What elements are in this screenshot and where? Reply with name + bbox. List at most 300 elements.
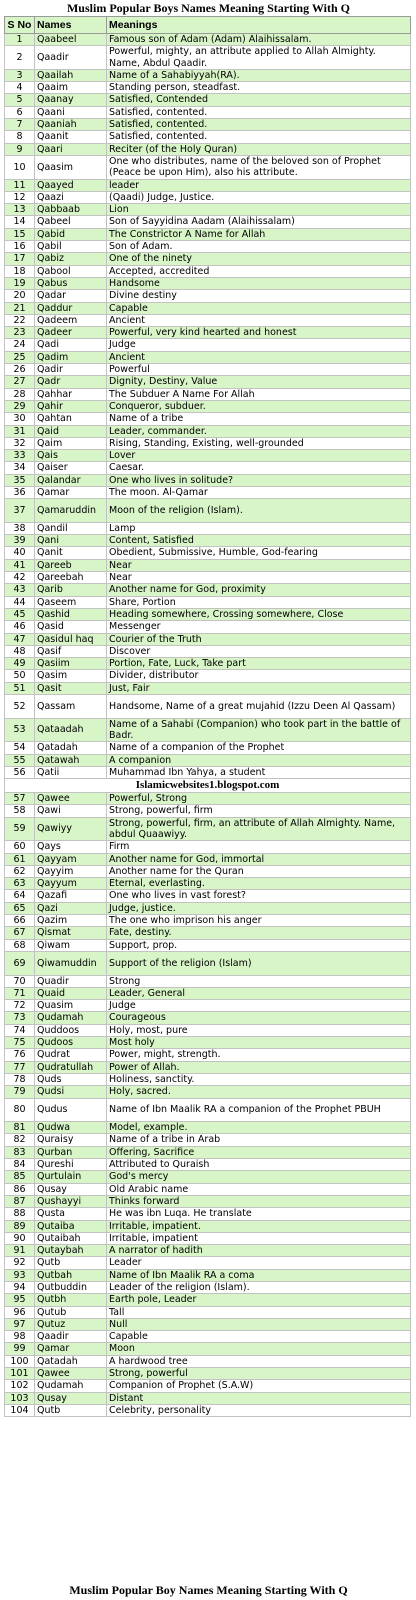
table-row: [5, 155, 411, 179]
column-header-names: Names: [35, 17, 107, 34]
row-number: 21: [5, 302, 35, 314]
row-meaning: Eternal, everlasting.: [107, 878, 411, 890]
row-number: 104: [5, 1404, 35, 1416]
row-name: Qureshi: [35, 1159, 107, 1171]
row-number: 24: [5, 339, 35, 351]
row-number: 55: [5, 754, 35, 766]
row-meaning: The moon. Al-Qamar: [107, 486, 411, 498]
row-name: Qabool: [35, 265, 107, 277]
row-number: 62: [5, 865, 35, 877]
table-row: [5, 290, 411, 302]
row-number: 72: [5, 1000, 35, 1012]
row-meaning: leader: [107, 179, 411, 191]
row-number: 14: [5, 216, 35, 228]
row-name: Qabid: [35, 228, 107, 240]
table-row: [5, 69, 411, 81]
row-meaning: Handsome: [107, 277, 411, 289]
table-row: [5, 1024, 411, 1036]
table-row: [5, 584, 411, 596]
row-meaning: Earth pole, Leader: [107, 1294, 411, 1306]
row-name: Qareeb: [35, 559, 107, 571]
row-meaning: Power, might, strength.: [107, 1049, 411, 1061]
table-row: [5, 621, 411, 633]
row-name: Qadeem: [35, 314, 107, 326]
row-name: Qaanay: [35, 94, 107, 106]
row-meaning: Name of a Sahabiyyah(RA).: [107, 69, 411, 81]
row-meaning: Celebrity, personality: [107, 1404, 411, 1416]
row-name: Qudwa: [35, 1122, 107, 1134]
row-name: Qani: [35, 535, 107, 547]
row-number: 31: [5, 425, 35, 437]
table-row: [5, 1134, 411, 1146]
row-meaning: Satisfied, contented.: [107, 131, 411, 143]
row-meaning: Caesar.: [107, 462, 411, 474]
table-row: [5, 596, 411, 608]
row-name: Qatii: [35, 766, 107, 778]
table-row: [5, 131, 411, 143]
row-meaning: The Constrictor A Name for Allah: [107, 228, 411, 240]
row-meaning: Son of Sayyidina Aadam (Alaihissalam): [107, 216, 411, 228]
table-row: [5, 1086, 411, 1098]
table-row: [5, 766, 411, 778]
row-meaning: (Qaadi) Judge, Justice.: [107, 191, 411, 203]
row-name: Qurban: [35, 1146, 107, 1158]
row-name: Qutb: [35, 1404, 107, 1416]
row-number: 51: [5, 682, 35, 694]
row-meaning: Null: [107, 1318, 411, 1330]
table-row: [5, 1049, 411, 1061]
row-meaning: Near: [107, 572, 411, 584]
row-name: Qawi: [35, 805, 107, 817]
row-number: 46: [5, 621, 35, 633]
table-row: [5, 204, 411, 216]
row-meaning: A narrator of hadith: [107, 1245, 411, 1257]
row-number: 71: [5, 987, 35, 999]
row-number: 69: [5, 951, 35, 975]
row-number: 47: [5, 633, 35, 645]
row-name: Qudamah: [35, 1012, 107, 1024]
table-row: [5, 1220, 411, 1232]
table-header-row: [5, 17, 411, 34]
row-number: 11: [5, 179, 35, 191]
table-row: [5, 878, 411, 890]
table-row: [5, 1195, 411, 1207]
row-meaning: Holy, sacred.: [107, 1086, 411, 1098]
row-number: 30: [5, 413, 35, 425]
row-number: 95: [5, 1294, 35, 1306]
row-number: 28: [5, 388, 35, 400]
row-meaning: Moon of the religion (Islam).: [107, 499, 411, 523]
row-name: Qadir: [35, 364, 107, 376]
row-meaning: Companion of Prophet (S.A.W): [107, 1380, 411, 1392]
row-number: 65: [5, 902, 35, 914]
table-row: [5, 1073, 411, 1085]
table-row: [5, 486, 411, 498]
table-row: [5, 535, 411, 547]
row-number: 9: [5, 143, 35, 155]
row-number: 99: [5, 1343, 35, 1355]
row-name: Qaanit: [35, 131, 107, 143]
row-number: 92: [5, 1257, 35, 1269]
row-number: 85: [5, 1171, 35, 1183]
row-name: Qaailah: [35, 69, 107, 81]
row-name: Qahhar: [35, 388, 107, 400]
table-row: [5, 302, 411, 314]
row-name: Qutub: [35, 1306, 107, 1318]
row-meaning: A companion: [107, 754, 411, 766]
row-meaning: Holiness, sanctity.: [107, 1073, 411, 1085]
row-name: Qawee: [35, 1368, 107, 1380]
row-meaning: One who lives in vast forest?: [107, 890, 411, 902]
row-meaning: Powerful: [107, 364, 411, 376]
row-meaning: Leader, commander.: [107, 425, 411, 437]
table-row: [5, 975, 411, 987]
row-name: Qutaybah: [35, 1245, 107, 1257]
row-meaning: Judge, justice.: [107, 902, 411, 914]
row-name: Qadr: [35, 376, 107, 388]
table-row: [5, 1146, 411, 1158]
table-row: [5, 179, 411, 191]
row-number: 81: [5, 1122, 35, 1134]
row-meaning: Name of a tribe in Arab: [107, 1134, 411, 1146]
table-row: [5, 376, 411, 388]
row-meaning: Leader: [107, 1257, 411, 1269]
table-row: [5, 265, 411, 277]
row-number: 20: [5, 290, 35, 302]
table-row: [5, 400, 411, 412]
table-row: [5, 793, 411, 805]
table-row: [5, 987, 411, 999]
column-header-meanings: Meanings: [107, 17, 411, 34]
row-name: Qazim: [35, 915, 107, 927]
row-number: 35: [5, 474, 35, 486]
table-row: [5, 1269, 411, 1281]
row-meaning: Judge: [107, 339, 411, 351]
row-meaning: Leader of the religion (Islam).: [107, 1281, 411, 1293]
row-meaning: Model, example.: [107, 1122, 411, 1134]
row-meaning: Discover: [107, 645, 411, 657]
table-row: [5, 314, 411, 326]
table-row: [5, 474, 411, 486]
row-number: 67: [5, 927, 35, 939]
table-row: [5, 277, 411, 289]
row-number: 53: [5, 718, 35, 742]
row-meaning: One of the ninety: [107, 253, 411, 265]
row-meaning: Divine destiny: [107, 290, 411, 302]
row-meaning: Lamp: [107, 522, 411, 534]
row-number: 75: [5, 1037, 35, 1049]
table-row: [5, 608, 411, 620]
row-meaning: Moon: [107, 1343, 411, 1355]
row-name: Qaadir: [35, 1331, 107, 1343]
row-name: Qusay: [35, 1183, 107, 1195]
table-row: [5, 216, 411, 228]
row-meaning: Son of Adam.: [107, 241, 411, 253]
row-name: Qaani: [35, 106, 107, 118]
table-row: [5, 462, 411, 474]
row-name: Qawee: [35, 793, 107, 805]
table-row: [5, 106, 411, 118]
row-name: Qarib: [35, 584, 107, 596]
row-name: Qashid: [35, 608, 107, 620]
row-meaning: Another name for God, immortal: [107, 853, 411, 865]
table-row: [5, 670, 411, 682]
row-name: Qutbuddin: [35, 1281, 107, 1293]
table-row: [5, 1343, 411, 1355]
row-meaning: Irritable, impatient.: [107, 1220, 411, 1232]
row-number: 13: [5, 204, 35, 216]
row-name: Qutuz: [35, 1318, 107, 1330]
table-row: [5, 364, 411, 376]
row-meaning: One who distributes, name of the beloved son of Prophet (Peace be upon Him), also his attribute.: [107, 155, 411, 179]
watermark-row: [5, 779, 411, 793]
row-meaning: Satisfied, contented.: [107, 106, 411, 118]
row-meaning: Lover: [107, 450, 411, 462]
row-number: 23: [5, 327, 35, 339]
row-meaning: Judge: [107, 1000, 411, 1012]
row-name: Qatadah: [35, 742, 107, 754]
row-name: Qudamah: [35, 1380, 107, 1392]
table-row: [5, 499, 411, 523]
row-number: 59: [5, 817, 35, 841]
row-name: Qadeer: [35, 327, 107, 339]
table-row: [5, 191, 411, 203]
row-number: 74: [5, 1024, 35, 1036]
row-name: Qiwam: [35, 939, 107, 951]
table-row: [5, 1294, 411, 1306]
table-row: [5, 1037, 411, 1049]
row-meaning: Strong, powerful, firm: [107, 805, 411, 817]
table-row: [5, 351, 411, 363]
row-number: 60: [5, 841, 35, 853]
row-number: 50: [5, 670, 35, 682]
row-meaning: The one who imprison his anger: [107, 915, 411, 927]
row-name: Qudus: [35, 1098, 107, 1122]
table-row: [5, 1318, 411, 1330]
row-number: 76: [5, 1049, 35, 1061]
row-meaning: Lion: [107, 204, 411, 216]
row-number: 97: [5, 1318, 35, 1330]
row-number: 39: [5, 535, 35, 547]
row-meaning: Strong, powerful, firm, an attribute of Allah Almighty. Name, abdul Quaawiyy.: [107, 817, 411, 841]
column-header-sno: S No: [5, 17, 35, 34]
row-number: 88: [5, 1208, 35, 1220]
row-number: 66: [5, 915, 35, 927]
row-meaning: Holy, most, pure: [107, 1024, 411, 1036]
row-number: 16: [5, 241, 35, 253]
row-number: 79: [5, 1086, 35, 1098]
row-number: 90: [5, 1232, 35, 1244]
table-row: [5, 388, 411, 400]
table-row: [5, 841, 411, 853]
row-meaning: Conqueror, subduer.: [107, 400, 411, 412]
row-name: Qismat: [35, 927, 107, 939]
row-meaning: Handsome, Name of a great mujahid (Izzu Deen Al Qassam): [107, 695, 411, 719]
row-meaning: Support of the religion (Islam): [107, 951, 411, 975]
row-number: 86: [5, 1183, 35, 1195]
table-row: [5, 119, 411, 131]
row-number: 5: [5, 94, 35, 106]
row-number: 8: [5, 131, 35, 143]
row-meaning: Strong, powerful: [107, 1368, 411, 1380]
row-number: 32: [5, 437, 35, 449]
row-name: Qiwamuddin: [35, 951, 107, 975]
table-row: [5, 1098, 411, 1122]
row-number: 1: [5, 34, 35, 46]
table-row: [5, 547, 411, 559]
table-row: [5, 1306, 411, 1318]
row-name: Qasidul haq: [35, 633, 107, 645]
row-meaning: Share, Portion: [107, 596, 411, 608]
row-number: 34: [5, 462, 35, 474]
table-row: [5, 805, 411, 817]
row-name: Qutbh: [35, 1294, 107, 1306]
row-number: 73: [5, 1012, 35, 1024]
row-name: Qayyim: [35, 865, 107, 877]
row-number: 4: [5, 82, 35, 94]
row-name: Qazafi: [35, 890, 107, 902]
row-name: Qaadir: [35, 46, 107, 70]
table-row: [5, 34, 411, 46]
row-meaning: Name of Ibn Maalik RA a coma: [107, 1269, 411, 1281]
table-row: [5, 413, 411, 425]
row-number: 94: [5, 1281, 35, 1293]
row-number: 93: [5, 1269, 35, 1281]
table-row: [5, 890, 411, 902]
table-row: [5, 1012, 411, 1024]
row-number: 25: [5, 351, 35, 363]
row-meaning: Name of a companion of the Prophet: [107, 742, 411, 754]
table-row: [5, 927, 411, 939]
row-meaning: Ancient: [107, 314, 411, 326]
table-row: [5, 1171, 411, 1183]
table-body: [5, 34, 411, 1417]
row-number: 48: [5, 645, 35, 657]
row-name: Qusay: [35, 1392, 107, 1404]
row-meaning: Support, prop.: [107, 939, 411, 951]
row-name: Qasiim: [35, 658, 107, 670]
row-number: 41: [5, 559, 35, 571]
row-name: Qaaniah: [35, 119, 107, 131]
row-meaning: Fate, destiny.: [107, 927, 411, 939]
table-row: [5, 939, 411, 951]
row-meaning: Capable: [107, 302, 411, 314]
row-number: 103: [5, 1392, 35, 1404]
table-row: [5, 1331, 411, 1343]
table-row: [5, 1159, 411, 1171]
table-row: [5, 1281, 411, 1293]
row-meaning: Offering, Sacrifice: [107, 1146, 411, 1158]
row-meaning: Dignity, Destiny, Value: [107, 376, 411, 388]
row-name: Qaabeel: [35, 34, 107, 46]
row-number: 15: [5, 228, 35, 240]
row-number: 10: [5, 155, 35, 179]
watermark-text: Islamicwebsites1.blogspot.com: [5, 779, 411, 793]
row-name: Qadim: [35, 351, 107, 363]
table-row: [5, 1245, 411, 1257]
table-row: [5, 437, 411, 449]
table-row: [5, 645, 411, 657]
row-number: 45: [5, 608, 35, 620]
row-meaning: Satisfied, contented.: [107, 119, 411, 131]
row-number: 98: [5, 1331, 35, 1343]
row-name: Qassam: [35, 695, 107, 719]
row-name: Qanit: [35, 547, 107, 559]
row-name: Qayyum: [35, 878, 107, 890]
row-name: Qahir: [35, 400, 107, 412]
row-name: Quddoos: [35, 1024, 107, 1036]
row-number: 100: [5, 1355, 35, 1367]
table-row: [5, 228, 411, 240]
row-name: Qazi: [35, 902, 107, 914]
row-number: 58: [5, 805, 35, 817]
table-row: [5, 1122, 411, 1134]
row-meaning: Portion, Fate, Luck, Take part: [107, 658, 411, 670]
row-number: 12: [5, 191, 35, 203]
row-meaning: Powerful, Strong: [107, 793, 411, 805]
row-meaning: Name of a Sahabi (Companion) who took part in the battle of Badr.: [107, 718, 411, 742]
row-name: Qasit: [35, 682, 107, 694]
row-name: Qaddur: [35, 302, 107, 314]
row-meaning: A hardwood tree: [107, 1355, 411, 1367]
table-row: [5, 522, 411, 534]
page-footer: Muslim Popular Boy Names Meaning Starting With Q: [69, 1583, 348, 1597]
row-name: Qaayed: [35, 179, 107, 191]
row-meaning: Rising, Standing, Existing, well-grounded: [107, 437, 411, 449]
row-number: 2: [5, 46, 35, 70]
row-number: 29: [5, 400, 35, 412]
row-name: Qatadah: [35, 1355, 107, 1367]
row-name: Qabil: [35, 241, 107, 253]
row-number: 84: [5, 1159, 35, 1171]
row-meaning: Near: [107, 559, 411, 571]
row-number: 63: [5, 878, 35, 890]
row-name: Quadir: [35, 975, 107, 987]
row-name: Qutb: [35, 1257, 107, 1269]
row-number: 7: [5, 119, 35, 131]
row-name: Qutbah: [35, 1269, 107, 1281]
row-name: Qasif: [35, 645, 107, 657]
row-number: 89: [5, 1220, 35, 1232]
table-row: [5, 658, 411, 670]
row-meaning: Reciter (of the Holy Quran): [107, 143, 411, 155]
row-number: 40: [5, 547, 35, 559]
row-number: 33: [5, 450, 35, 462]
row-meaning: The Subduer A Name For Allah: [107, 388, 411, 400]
row-number: 101: [5, 1368, 35, 1380]
row-name: Qudoos: [35, 1037, 107, 1049]
row-meaning: Courier of the Truth: [107, 633, 411, 645]
row-number: 42: [5, 572, 35, 584]
table-row: [5, 1380, 411, 1392]
row-number: 6: [5, 106, 35, 118]
row-meaning: Standing person, steadfast.: [107, 82, 411, 94]
row-meaning: Obedient, Submissive, Humble, God-fearing: [107, 547, 411, 559]
row-meaning: Old Arabic name: [107, 1183, 411, 1195]
row-meaning: Power of Allah.: [107, 1061, 411, 1073]
row-name: Qayyam: [35, 853, 107, 865]
row-name: Qabeel: [35, 216, 107, 228]
row-name: Qawiyy: [35, 817, 107, 841]
row-meaning: Messenger: [107, 621, 411, 633]
row-number: 56: [5, 766, 35, 778]
row-number: 70: [5, 975, 35, 987]
row-name: Qaazi: [35, 191, 107, 203]
row-meaning: Content, Satisfied: [107, 535, 411, 547]
row-meaning: Accepted, accredited: [107, 265, 411, 277]
row-name: Qamar: [35, 486, 107, 498]
row-name: Qasim: [35, 670, 107, 682]
